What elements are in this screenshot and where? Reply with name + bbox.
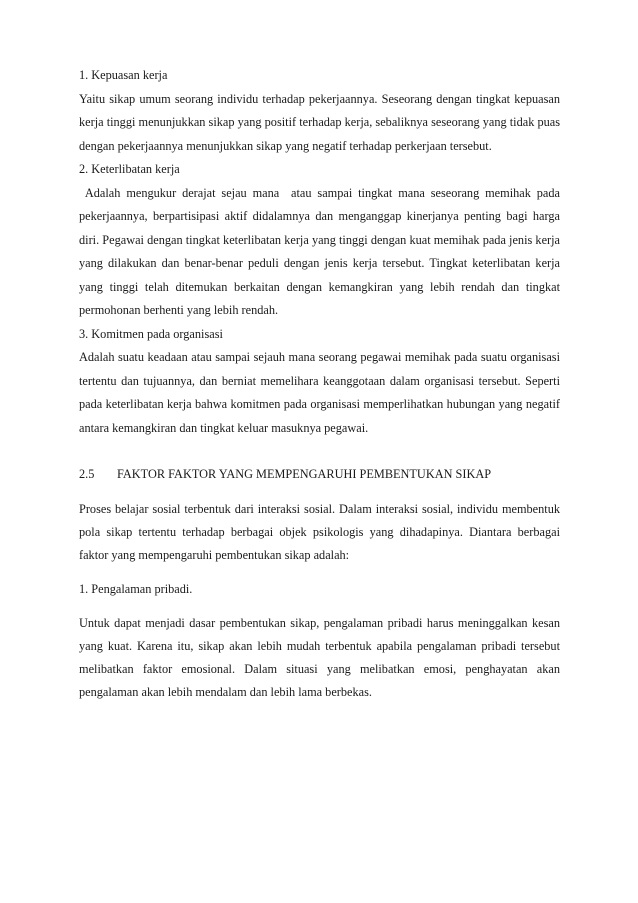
section-heading-kepuasan-kerja: 1. Kepuasan kerja [79,68,168,82]
paragraph-keterlibatan-kerja: Adalah mengukur derajat sejau mana atau sampai tingkat mana seseorang memihak pada pekerjaannya, berpartisipasi aktif didalamnya dan menganggap kinerjanya penting bagi harga diri. Pegawai dengan tingkat keterlibatan kerja yang tinggi dengan kuat memihak pada jenis kerja yang dilakukan dan benar-benar peduli dengan jenis kerja tersebut. Tingkat keterlibatan kerja yang tinggi telah ditemukan berkaitan dengan kemangkiran yang lebih rendah dan tingkat permohonan berhenti yang lebih rendah. [79,185,564,317]
section-number: 2.5 [79,467,95,481]
paragraph-komitmen-organisasi: Adalah suatu keadaan atau sampai sejauh mana seorang pegawai memihak pada suatu organisasi tertentu dan tujuannya, dan berniat memelihara keanggotaan dalam organisasi tersebut. Seperti pada keterlibatan kerja bahwa komitmen pada organisasi memperlihatkan hubungan yang negatif antara kemangkiran dan tingkat keluar masuknya pegawai. [79,350,560,435]
faktor-section [79,463,560,704]
document-content [79,64,564,715]
paragraph-kepuasan-kerja: Yaitu sikap umum seorang individu terhadap pekerjaannya. Seseorang dengan tingkat kepuasan kerja tinggi menunjukkan sikap yang positif terhadap kerja, sebaliknya seseorang yang tidak puas dengan pekerjaannya menunjukkan sikap yang negatif terhadap perkerjaan tersebut. [79,91,560,153]
paragraph-pengalaman-pribadi: Untuk dapat menjadi dasar pembentukan sikap, pengalaman pribadi harus meninggalkan kesan yang kuat. Karena itu, sikap akan lebih mudah terbentuk apabila pengalaman pribadi tersebut melibatkan faktor emosional. Dalam situasi yang melibatkan emosi, penghayatan akan pengalaman akan lebih mendalam dan lebih lama berbekas. [79,616,560,699]
section-title: FAKTOR FAKTOR YANG MEMPENGARUHI PEMBENTUKAN SIKAP [117,467,492,481]
section-heading-komitmen-organisasi: 3. Komitmen pada organisasi [79,326,223,341]
item-heading-pengalaman-pribadi: 1. Pengalaman pribadi. [79,582,193,596]
attitude-types-section [79,64,564,440]
faktor-section-heading [79,463,560,486]
paragraph-faktor-intro: Proses belajar sosial terbentuk dari interaksi sosial. Dalam interaksi sosial, individu membentuk pola sikap tertentu terhadap berbagai objek psikologis yang dihadapinya. Diantara berbagai faktor yang mempengaruhi pembentukan sikap adalah: [79,502,560,562]
section-heading-keterlibatan-kerja: 2. Keterlibatan kerja [79,162,180,176]
